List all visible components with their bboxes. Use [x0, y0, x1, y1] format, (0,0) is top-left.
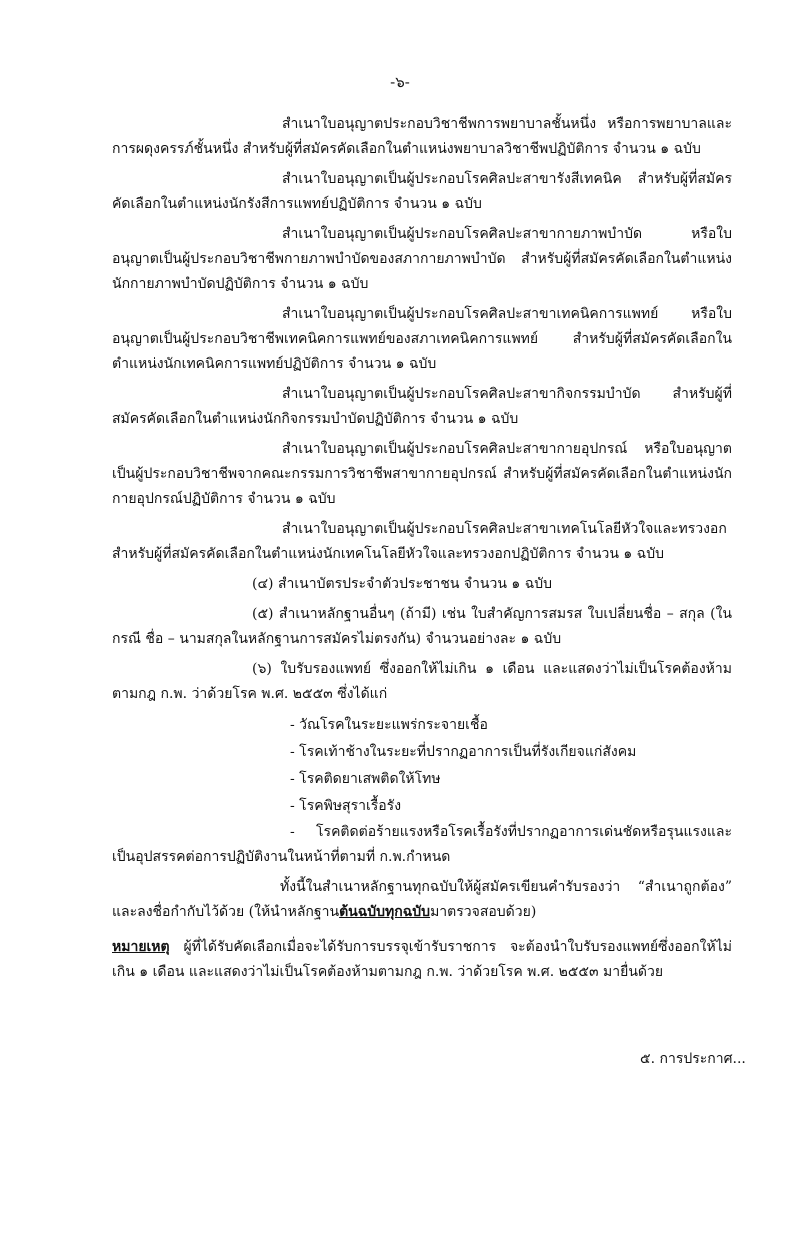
- item-4-id-card: (๔) สำเนาบัตรประจำตัวประชาชน จำนวน ๑ ฉบับ: [252, 576, 553, 592]
- paragraph-cardio-thoracic-license: สำเนาใบอนุญาตเป็นผู้ประกอบโรคศิลปะสาขาเทคโนโลยีหัวใจและทรวงอก สำหรับผู้ที่สมัครคัดเลือกในตำแหน่งนักเทคโนโลยีหัวใจและทรวงอกปฏิบัติการ จำนวน ๑ ฉบับ: [112, 521, 727, 562]
- certify-tail: มาตรวจสอบด้วย): [430, 904, 537, 920]
- note-paragraph: [112, 935, 732, 985]
- paragraph-physiotherapy-license: สำเนาใบอนุญาตเป็นผู้ประกอบโรคศิลปะสาขากายภาพบำบัด หรือใบอนุญาตเป็นผู้ประกอบวิชาชีพกายภาพบำบัดของสภากายภาพบำบัด สำหรับผู้ที่สมัครคัดเลือกในตำแหน่งนักกายภาพบำบัดปฏิบัติการ จำนวน ๑ ฉบับ: [112, 226, 732, 292]
- certify-paragraph: [112, 875, 732, 925]
- disease-item: - โรคพิษสุราเรื้อรัง: [290, 798, 402, 814]
- note-label: หมายเหตุ: [112, 939, 170, 955]
- document-body: [112, 112, 732, 999]
- paragraph-medtech-license: สำเนาใบอนุญาตเป็นผู้ประกอบโรคศิลปะสาขาเทคนิคการแพทย์ หรือใบอนุญาตเป็นผู้ประกอบวิชาชีพเทคนิคการแพทย์ของสภาเทคนิคการแพทย์ สำหรับผู้ที่สมัครคัดเลือกในตำแหน่งนักเทคนิคการแพทย์ปฏิบัติการ จำนวน ๑ ฉบับ: [112, 306, 732, 372]
- item-5-other-documents: (๕) สำเนาหลักฐานอื่นๆ (ถ้ามี) เช่น ใบสำคัญการสมรส ใบเปลี่ยนชื่อ – สกุล (ในกรณี ชื่อ – นามสกุลในหลักฐานการสมัครไม่ตรงกัน) จำนวนอย่างละ ๑ ฉบับ: [112, 606, 732, 647]
- certify-text: ทั้งนี้ในสำเนาหลักฐานทุกฉบับให้ผู้สมัครเขียนคำรับรองว่า “สำเนาถูกต้อง” และลงชื่อกำกับไว้ด้วย (ให้นำหลักฐาน: [112, 879, 732, 920]
- paragraph-radiology-license: สำเนาใบอนุญาตเป็นผู้ประกอบโรคศิลปะสาขารังสีเทคนิค สำหรับผู้ที่สมัครคัดเลือกในตำแหน่งนักรังสีการแพทย์ปฏิบัติการ จำนวน ๑ ฉบับ: [112, 171, 732, 212]
- disease-item: - วัณโรคในระยะแพร่กระจายเชื้อ: [290, 717, 488, 733]
- paragraph-occupational-therapy-license: สำเนาใบอนุญาตเป็นผู้ประกอบโรคศิลปะสาขากิจกรรมบำบัด สำหรับผู้ที่สมัครคัดเลือกในตำแหน่งนักกิจกรรมบำบัดปฏิบัติการ จำนวน ๑ ฉบับ: [112, 386, 732, 427]
- note-text: ผู้ที่ได้รับคัดเลือกเมื่อจะได้รับการบรรจุเข้ารับราชการ จะต้องนำใบรับรองแพทย์ซึ่งออกให้ไม่เกิน ๑ เดือน และแสดงว่าไม่เป็นโรคต้องห้ามตามกฎ ก.พ. ว่าด้วยโรค พ.ศ. ๒๕๕๓ มายื่นด้วย: [112, 939, 732, 980]
- page-number: -๖-: [390, 73, 410, 91]
- item-6-medical-certificate: (๖) ใบรับรองแพทย์ ซึ่งออกให้ไม่เกิน ๑ เดือน และแสดงว่าไม่เป็นโรคต้องห้ามตามกฎ ก.พ. ว่าด้วยโรค พ.ศ. ๒๕๕๓ ซึ่งได้แก่: [112, 661, 732, 702]
- paragraph-prosthetics-license: สำเนาใบอนุญาตเป็นผู้ประกอบโรคศิลปะสาขากายอุปกรณ์ หรือใบอนุญาตเป็นผู้ประกอบวิชาชีพจากคณะกรรมการวิชาชีพสาขากายอุปกรณ์ สำหรับผู้ที่สมัครคัดเลือกในตำแหน่งนักกายอุปกรณ์ปฏิบัติการ จำนวน ๑ ฉบับ: [112, 441, 732, 507]
- disease-item: - โรคเท้าช้างในระยะที่ปรากฏอาการเป็นที่รังเกียจแก่สังคม: [290, 744, 637, 760]
- paragraph-nursing-license: สำเนาใบอนุญาตประกอบวิชาชีพการพยาบาลชั้นหนึ่ง หรือการพยาบาลและการผดุงครรภ์ชั้นหนึ่ง สำหรับผู้ที่สมัครคัดเลือกในตำแหน่งพยาบาลวิชาชีพปฏิบัติการ จำนวน ๑ ฉบับ: [112, 116, 732, 157]
- disease-item: - โรคติดยาเสพติดให้โทษ: [290, 771, 441, 787]
- disease-item: - โรคติดต่อร้ายแรงหรือโรคเรื้อรังที่ปรากฏอาการเด่นชัดหรือรุนแรงและเป็นอุปสรรคต่อการปฏิบัติงานในหน้าที่ตามที่ ก.พ.กำหนด: [112, 824, 732, 865]
- continued-marker: ๕. การประกาศ...: [640, 1051, 746, 1067]
- certify-emphasis: ต้นฉบับทุกฉบับ: [339, 904, 431, 920]
